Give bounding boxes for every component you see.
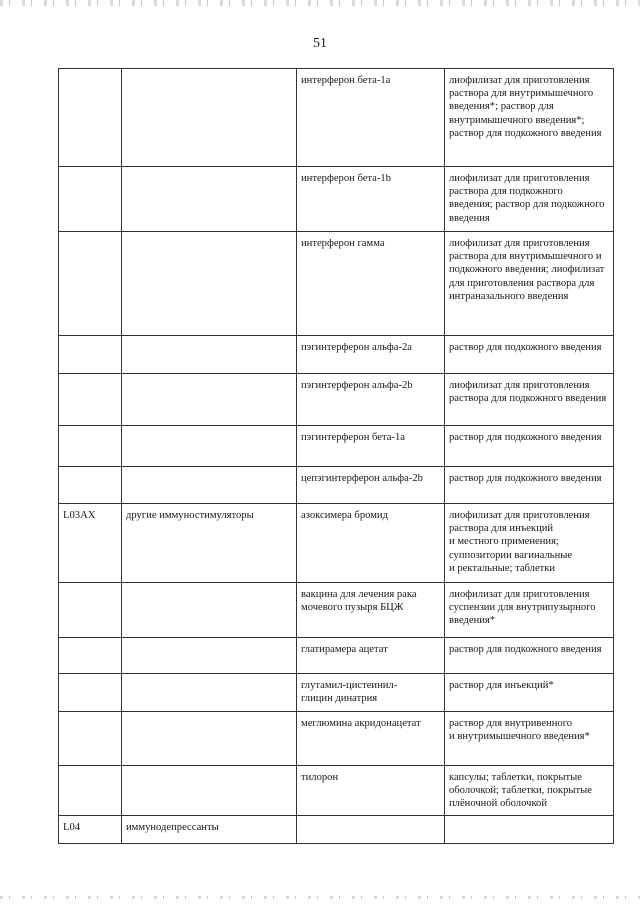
group-cell: иммунодепрессанты xyxy=(122,816,297,844)
drug-table xyxy=(58,68,614,844)
atc-code-cell xyxy=(59,467,122,504)
atc-code-cell xyxy=(59,638,122,674)
dosage-form-cell: раствор для внутривенного и внутримышечного введения* xyxy=(445,712,614,766)
dosage-form-cell: раствор для подкожного введения xyxy=(445,426,614,467)
dosage-form-cell: капсулы; таблетки, покрытые оболочкой; таблетки, покрытые плёночной оболочкой xyxy=(445,766,614,816)
table-row xyxy=(59,583,614,638)
group-cell xyxy=(122,374,297,426)
atc-code-cell: L04 xyxy=(59,816,122,844)
group-cell xyxy=(122,426,297,467)
group-cell xyxy=(122,467,297,504)
dosage-form-cell xyxy=(445,816,614,844)
group-cell xyxy=(122,638,297,674)
group-cell xyxy=(122,69,297,167)
dosage-form-cell: лиофилизат для приготовления раствора для инъекций и местного применения; суппозитории вагинальные и ректальные; таблетки xyxy=(445,504,614,583)
dosage-form-cell: лиофилизат для приготовления суспензии для внутрипузырного введения* xyxy=(445,583,614,638)
atc-code-cell: L03AX xyxy=(59,504,122,583)
dosage-form-cell: раствор для подкожного введения xyxy=(445,336,614,374)
dosage-form-cell: раствор для подкожного введения xyxy=(445,467,614,504)
atc-code-cell xyxy=(59,766,122,816)
dosage-form-cell: лиофилизат для приготовления раствора для подкожного введения; раствор для подкожного введения xyxy=(445,167,614,232)
page-number: 51 xyxy=(313,36,327,51)
substance-cell: интерферон бета-1а xyxy=(297,69,445,167)
substance-cell: интерферон гамма xyxy=(297,232,445,336)
group-cell xyxy=(122,583,297,638)
dosage-form-cell: раствор для подкожного введения xyxy=(445,638,614,674)
table-row xyxy=(59,504,614,583)
table-row xyxy=(59,232,614,336)
dosage-form-cell: лиофилизат для приготовления раствора для подкожного введения xyxy=(445,374,614,426)
group-cell xyxy=(122,712,297,766)
substance-cell: вакцина для лечения рака мочевого пузыря БЦЖ xyxy=(297,583,445,638)
dosage-form-cell: лиофилизат для приготовления раствора для внутримышечного и подкожного введения; лиофилизат для приготовления раствора для интраназального введения xyxy=(445,232,614,336)
dosage-form-cell: лиофилизат для приготовления раствора для внутримышечного введения*; раствор для внутримышечного введения*; раствор для подкожного введения xyxy=(445,69,614,167)
table-row xyxy=(59,374,614,426)
atc-code-cell xyxy=(59,374,122,426)
drug-table-body xyxy=(59,69,614,844)
substance-cell: пэгинтерферон альфа-2b xyxy=(297,374,445,426)
table-row xyxy=(59,167,614,232)
substance-cell: тилорон xyxy=(297,766,445,816)
table-row xyxy=(59,69,614,167)
table-row xyxy=(59,674,614,712)
atc-code-cell xyxy=(59,712,122,766)
group-cell xyxy=(122,167,297,232)
scan-edge-bottom xyxy=(0,896,640,899)
atc-code-cell xyxy=(59,583,122,638)
atc-code-cell xyxy=(59,167,122,232)
table-row xyxy=(59,426,614,467)
substance-cell: глутамил-цистеинил- глицин динатрия xyxy=(297,674,445,712)
substance-cell xyxy=(297,816,445,844)
substance-cell: пэгинтерферон альфа-2а xyxy=(297,336,445,374)
substance-cell: глатирамера ацетат xyxy=(297,638,445,674)
table-row xyxy=(59,336,614,374)
atc-code-cell xyxy=(59,426,122,467)
group-cell xyxy=(122,232,297,336)
group-cell xyxy=(122,336,297,374)
group-cell: другие иммуностимуляторы xyxy=(122,504,297,583)
substance-cell: цепэгинтерферон альфа-2b xyxy=(297,467,445,504)
atc-code-cell xyxy=(59,69,122,167)
substance-cell: меглюмина акридонацетат xyxy=(297,712,445,766)
substance-cell: пэгинтерферон бета-1а xyxy=(297,426,445,467)
group-cell xyxy=(122,766,297,816)
substance-cell: интерферон бета-1b xyxy=(297,167,445,232)
atc-code-cell xyxy=(59,336,122,374)
table-row xyxy=(59,816,614,844)
atc-code-cell xyxy=(59,674,122,712)
atc-code-cell xyxy=(59,232,122,336)
substance-cell: азоксимера бромид xyxy=(297,504,445,583)
scan-edge-top xyxy=(0,0,640,6)
table-row xyxy=(59,766,614,816)
table-row xyxy=(59,467,614,504)
table-row xyxy=(59,712,614,766)
group-cell xyxy=(122,674,297,712)
dosage-form-cell: раствор для инъекций* xyxy=(445,674,614,712)
table-row xyxy=(59,638,614,674)
